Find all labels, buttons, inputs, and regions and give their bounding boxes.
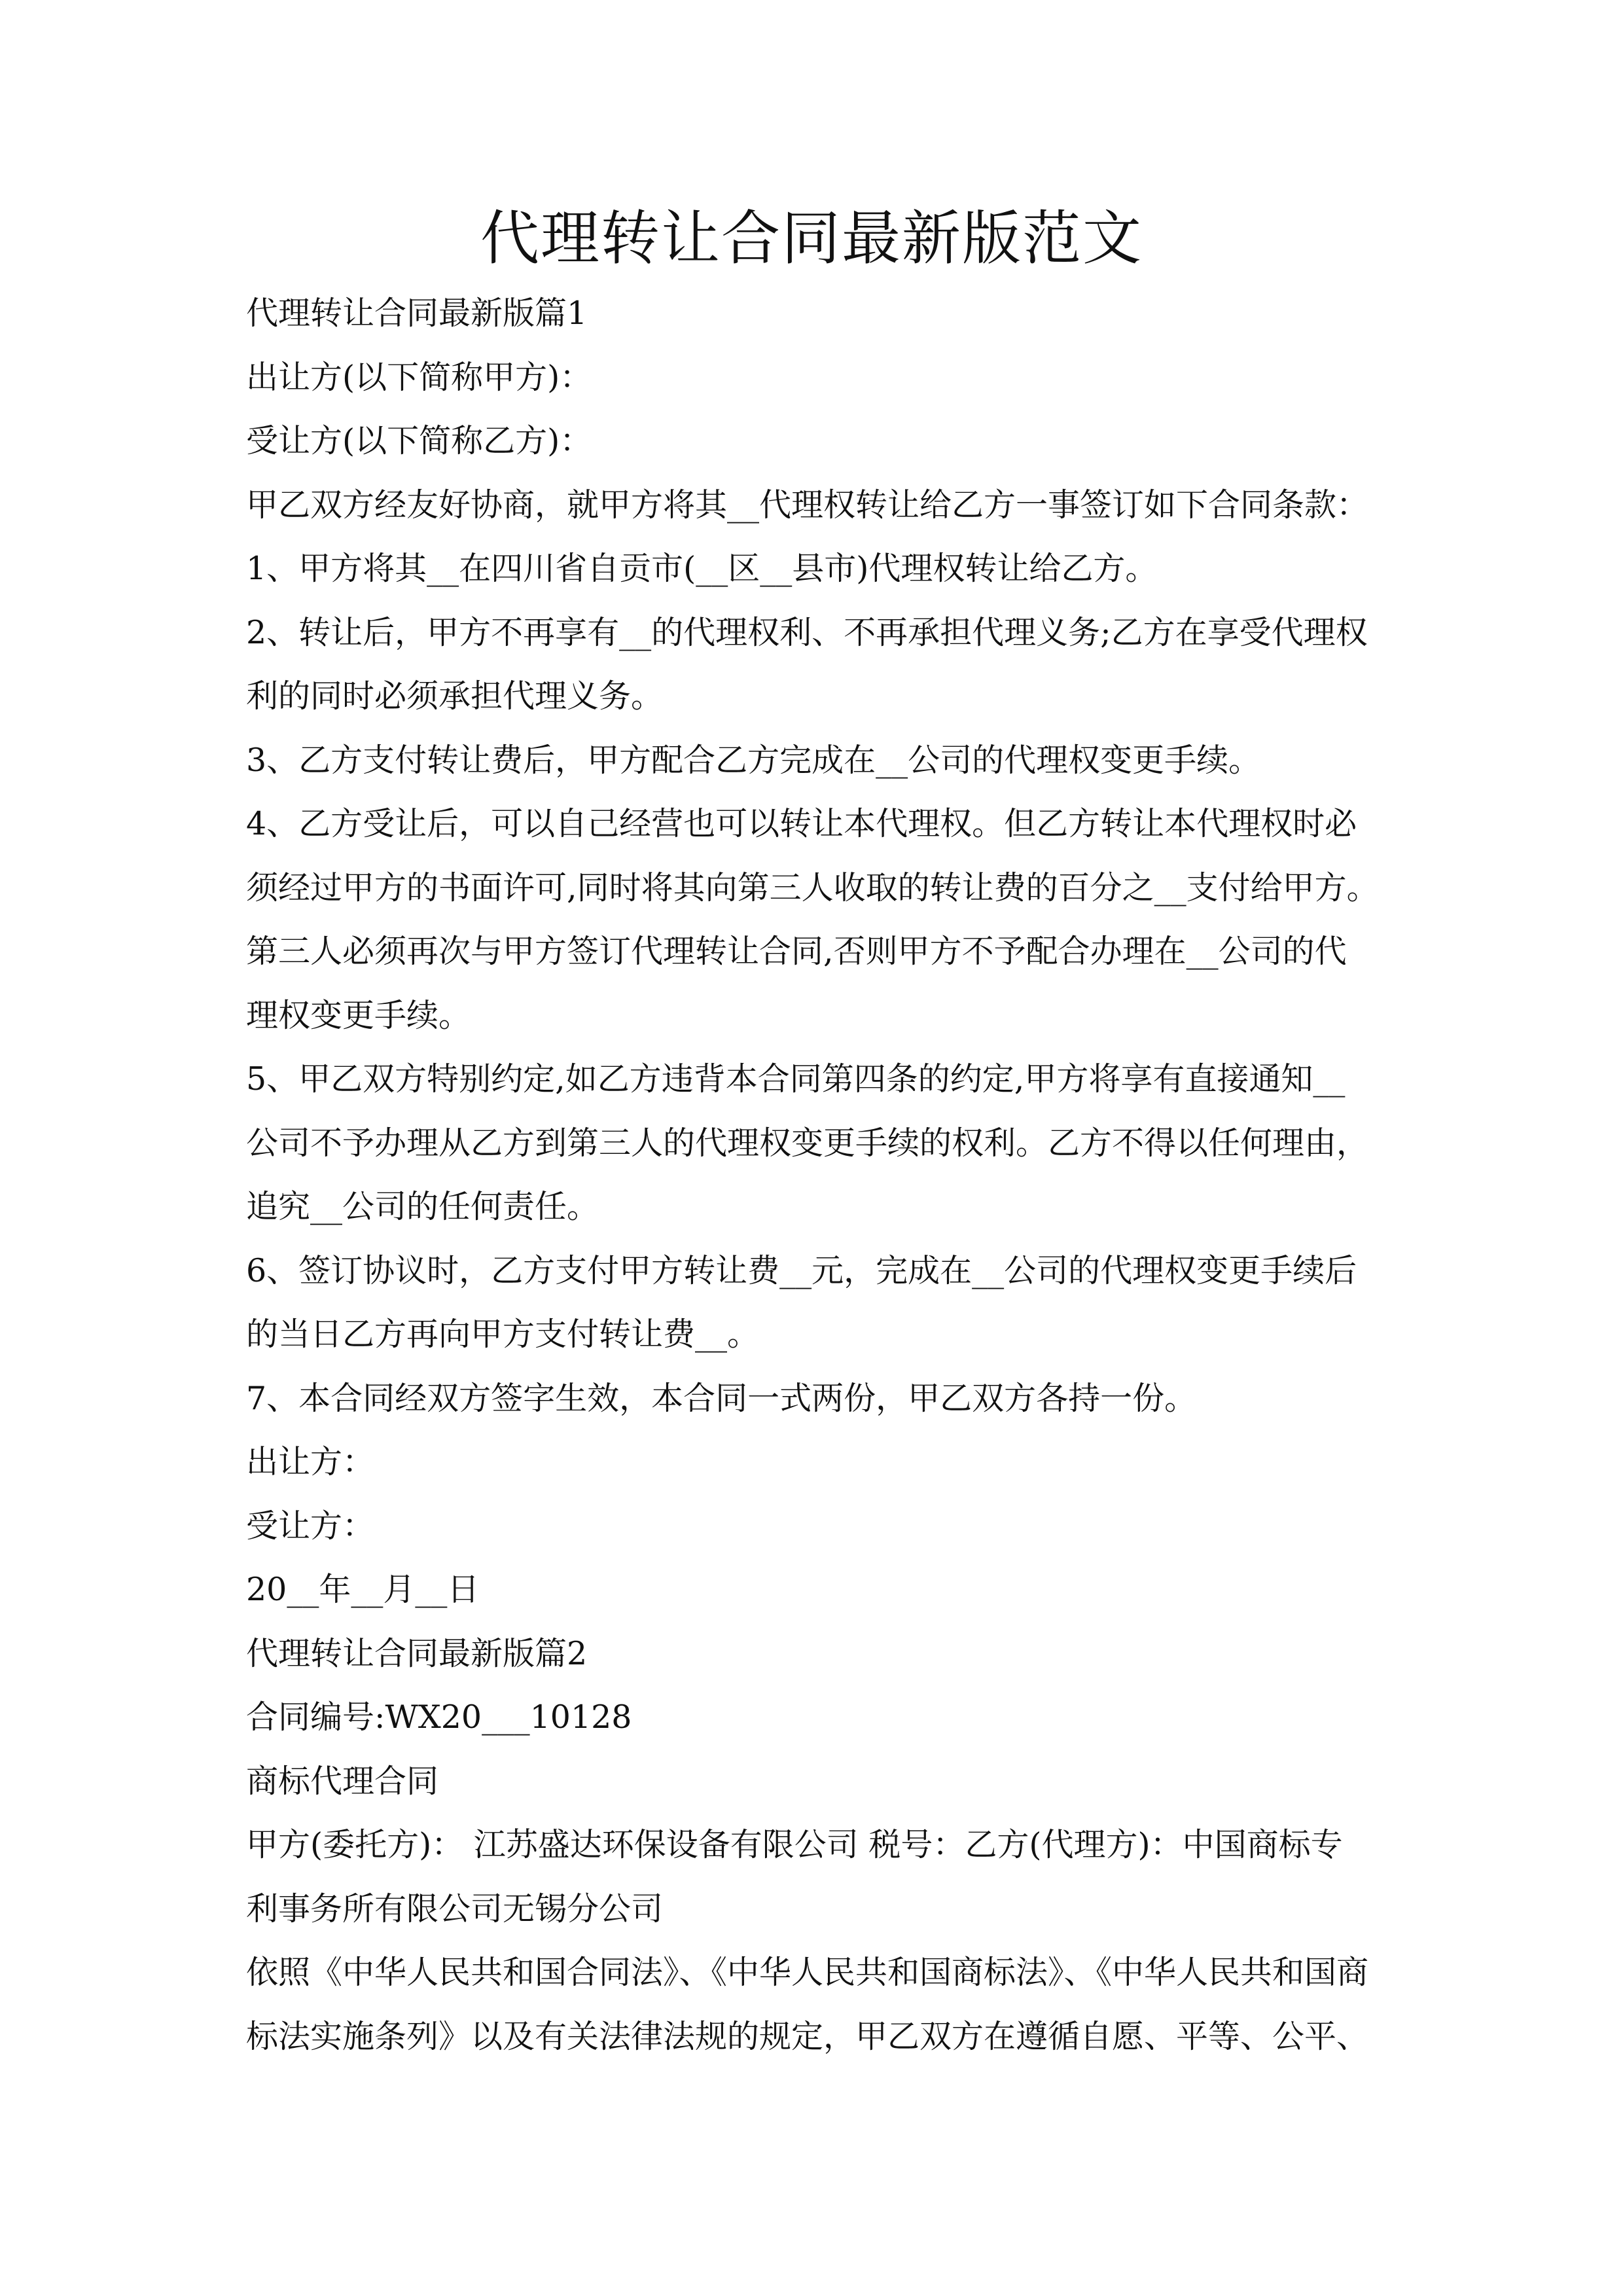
text-line: 甲乙双方经友好协商，就甲方将其__代理权转让给乙方一事签订如下合同条款：: [246, 486, 1369, 524]
paragraph: [246, 473, 1411, 537]
text-line: 1、甲方将其__在四川省自贡市(__区__县市)代理权转让给乙方。: [246, 550, 1158, 587]
text-line: 理权变更手续。: [246, 996, 471, 1034]
text-line: 第三人必须再次与甲方签订代理转让合同,否则甲方不予配合办理在__公司的代: [246, 933, 1347, 970]
paragraph: [246, 1430, 1411, 1494]
text-line: 合同编号:WX20___10128: [246, 1698, 632, 1736]
text-line: 出让方：: [246, 1443, 375, 1480]
paragraph: [246, 1685, 1411, 1749]
text-line: 利事务所有限公司无锡分公司: [246, 1890, 664, 1928]
text-line: 5、甲乙双方特别约定,如乙方违背本合同第四条的约定,甲方将享有直接通知__: [246, 1060, 1346, 1098]
paragraph: [246, 346, 1411, 410]
paragraph: [246, 1558, 1411, 1622]
text-line: 商标代理合同: [246, 1762, 439, 1800]
text-line: 代理转让合同最新版篇2: [246, 1634, 588, 1672]
text-line: 3、乙方支付转让费后，甲方配合乙方完成在__公司的代理权变更手续。: [246, 741, 1261, 779]
text-line: 甲方(委托方)： 江苏盛达环保设备有限公司 税号：乙方(代理方)：中国商标专: [246, 1826, 1343, 1863]
text-line: 4、乙方受让后，可以自己经营也可以转让本代理权。但乙方转让本代理权时必: [246, 805, 1357, 842]
paragraph: [246, 1047, 1411, 1239]
paragraph: [246, 1622, 1411, 1686]
text-line: 20__年__月__日: [246, 1571, 480, 1608]
paragraph: [246, 1239, 1411, 1367]
paragraph: [246, 537, 1411, 601]
text-line: 利的同时必须承担代理义务。: [246, 677, 664, 715]
paragraph: [246, 1494, 1411, 1558]
paragraph: [246, 792, 1411, 1047]
text-line: 7、本合同经双方签字生效，本合同一式两份，甲乙双方各持一份。: [246, 1379, 1197, 1417]
document-title: 代理转让合同最新版范文: [480, 204, 1143, 273]
text-line: 公司不予办理从乙方到第三人的代理权变更手续的权利。乙方不得以任何理由，: [246, 1124, 1369, 1162]
text-line: 标法实施条列》以及有关法律法规的规定，甲乙双方在遵循自愿、平等、公平、: [246, 2017, 1369, 2055]
paragraph: [246, 1749, 1411, 1814]
text-line: 出让方(以下简称甲方)：: [246, 358, 592, 396]
text-line: 受让方(以下简称乙方)：: [246, 422, 592, 459]
paragraph: [246, 728, 1411, 793]
paragraph: [246, 1813, 1411, 1941]
document-body: [246, 281, 1411, 2068]
text-line: 依照《中华人民共和国合同法》、《中华人民共和国商标法》、《中华人民共和国商: [246, 1954, 1369, 1991]
paragraph: [246, 1367, 1411, 1431]
paragraph: [246, 1941, 1411, 2068]
text-line: 须经过甲方的书面许可,同时将其向第三人收取的转让费的百分之__支付给甲方。: [246, 869, 1379, 906]
text-line: 代理转让合同最新版篇1: [246, 295, 588, 332]
text-line: 6、签订协议时，乙方支付甲方转让费__元，完成在__公司的代理权变更手续后: [246, 1251, 1357, 1289]
text-line: 2、转让后，甲方不再享有__的代理权利、不再承担代理义务;乙方在享受代理权: [246, 613, 1368, 651]
paragraph: [246, 601, 1411, 728]
text-line: 追究__公司的任何责任。: [246, 1188, 599, 1225]
text-line: 的当日乙方再向甲方支付转让费__。: [246, 1316, 760, 1353]
paragraph: [246, 281, 1411, 346]
paragraph: [246, 409, 1411, 473]
text-line: 受让方：: [246, 1507, 375, 1545]
